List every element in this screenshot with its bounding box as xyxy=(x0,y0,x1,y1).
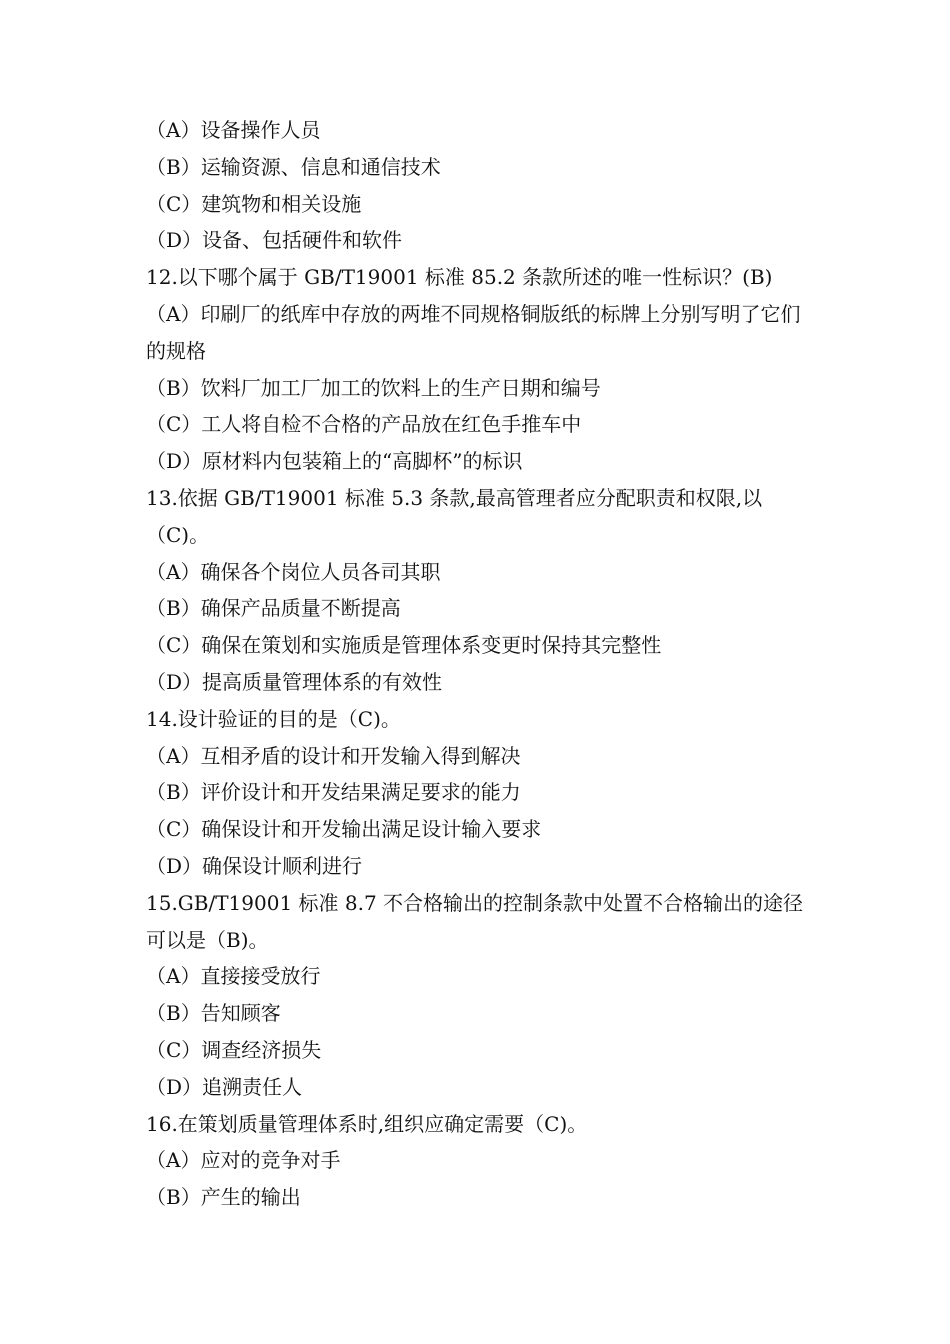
option-line: （C）调查经济损失 xyxy=(146,1037,322,1062)
option-line: （A）应对的竞争对手 xyxy=(146,1148,341,1173)
option-line: （C）建筑物和相关设施 xyxy=(146,191,362,216)
question-16: 16.在策划质量管理体系时,组织应确定需要（C)。 xyxy=(146,1111,588,1136)
option-line: （B）饮料厂加工厂加工的饮料上的生产日期和编号 xyxy=(146,375,601,400)
question-13: 13.依据 GB/T19001 标准 5.3 条款,最高管理者应分配职责和权限,以（C)。 xyxy=(146,485,763,547)
question-12: 12.以下哪个属于 GB/T19001 标准 85.2 条款所述的唯一性标识？(B) xyxy=(146,265,773,290)
option-line: （D）提高质量管理体系的有效性 xyxy=(146,669,443,694)
option-line: （B）告知顾客 xyxy=(146,1001,281,1026)
option-line: （C）工人将自检不合格的产品放在红色手推车中 xyxy=(146,412,582,437)
option-line: （A）互相矛盾的设计和开发输入得到解决 xyxy=(146,743,521,768)
option-line: （D）设备、包括硬件和软件 xyxy=(146,228,403,253)
option-line: （A）直接接受放行 xyxy=(146,964,321,989)
option-line: （D）确保设计顺利进行 xyxy=(146,853,363,878)
option-line: （B）确保产品质量不断提高 xyxy=(146,596,401,621)
option-line: （D）原材料内包装箱上的“高脚杯”的标识 xyxy=(146,449,523,474)
option-line: （B）评价设计和开发结果满足要求的能力 xyxy=(146,780,521,805)
option-line: （C）确保在策划和实施质是管理体系变更时保持其完整性 xyxy=(146,633,662,658)
question-14: 14.设计验证的目的是（C)。 xyxy=(146,706,401,731)
option-line: （A）设备操作人员 xyxy=(146,118,321,142)
option-line: （D）追溯责任人 xyxy=(146,1074,303,1099)
option-line: （C）确保设计和开发输出满足设计输入要求 xyxy=(146,817,542,842)
option-line: （A）印刷厂的纸库中存放的两堆不同规格铜版纸的标牌上分别写明了它们的规格 xyxy=(146,301,801,363)
question-15: 15.GB/T19001 标准 8.7 不合格输出的控制条款中处置不合格输出的途径可以是（B)。 xyxy=(146,890,804,952)
option-line: （A）确保各个岗位人员各司其职 xyxy=(146,559,441,584)
option-line: （B）产生的输出 xyxy=(146,1185,301,1210)
document-page xyxy=(146,112,816,1216)
option-line: （B）运输资源、信息和通信技术 xyxy=(146,154,441,179)
